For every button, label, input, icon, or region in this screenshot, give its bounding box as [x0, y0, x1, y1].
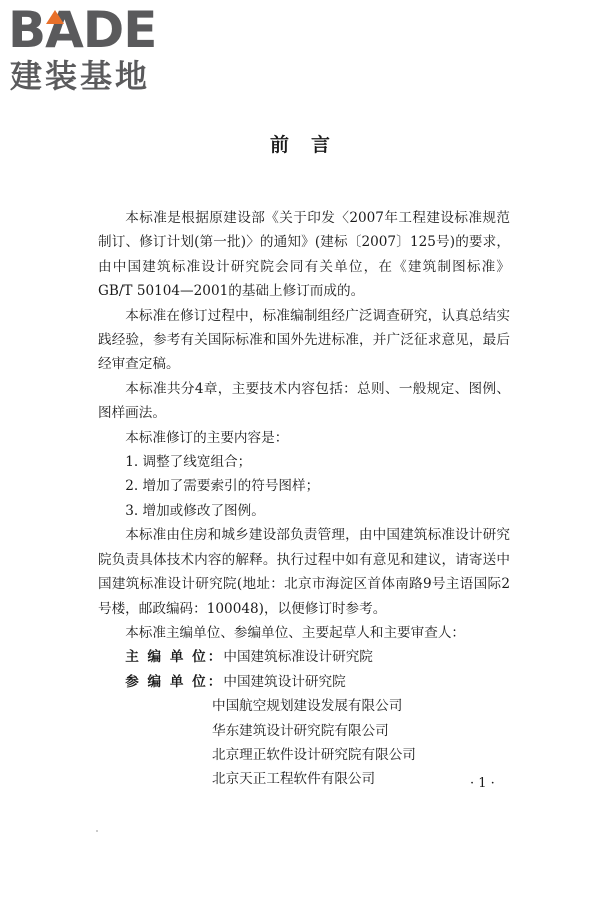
revision-item: 3. 增加或修改了图例。 [125, 502, 265, 519]
paragraph-revision-intro: 本标准修订的主要内容是： [125, 429, 289, 446]
paragraph-origin: 本标准是根据原建设部《关于印发〈2007年工程建设标准规范制订、修订计划(第一批)〉的通知》(建标〔2007〕125号)的要求，由中国建筑标准设计研究院会同有关单位，在《建筑制图标准》GB/T 50104—2001的基础上修订而成的。 [98, 210, 510, 300]
logo-brand: BADE [8, 1, 157, 59]
page-number: · 1 · [470, 776, 495, 791]
chief-unit-row [98, 645, 510, 669]
preface-body [98, 206, 510, 792]
participating-unit-row [98, 670, 510, 694]
chief-unit-label: 主 编 单 位： [125, 649, 224, 666]
participating-unit: 华东建筑设计研究院有限公司 [212, 722, 389, 739]
logo-accent-triangle [46, 10, 64, 24]
revision-item: 1. 调整了线宽组合； [125, 454, 252, 471]
participating-unit-label: 参 编 单 位： [125, 673, 224, 690]
participating-unit: 北京理正软件设计研究院有限公司 [212, 746, 416, 763]
logo [8, 1, 178, 96]
paragraph-contents: 本标准共分4章，主要技术内容包括：总则、一般规定、图例、图样画法。 [98, 380, 510, 422]
chief-unit-value: 中国建筑标准设计研究院 [223, 649, 373, 666]
participating-unit: 中国航空规划建设发展有限公司 [212, 698, 403, 715]
revision-item: 2. 增加了需要索引的符号图样； [125, 478, 320, 495]
participating-unit: 北京天正工程软件有限公司 [212, 771, 376, 788]
paragraph-units-intro: 本标准主编单位、参编单位、主要起草人和主要审查人： [125, 624, 466, 641]
paragraph-management: 本标准由住房和城乡建设部负责管理，由中国建筑标准设计研究院负责具体技术内容的解释。执行过程中如有意见和建议，请寄送中国建筑标准设计研究院(地址：北京市海淀区首体南路9号主语国际2号楼，邮政编码：100048)，以便修订时参考。 [98, 527, 510, 617]
paragraph-process: 本标准在修订过程中，标准编制组经广泛调查研究，认真总结实践经验，参考有关国际标准和国外先进标准，并广泛征求意见，最后经审查定稿。 [98, 307, 510, 373]
logo-subtitle: 建装基地 [10, 57, 151, 95]
participating-unit-value: 中国建筑设计研究院 [223, 673, 346, 690]
scan-speck [96, 830, 98, 832]
page-title: 前言 [269, 134, 352, 156]
